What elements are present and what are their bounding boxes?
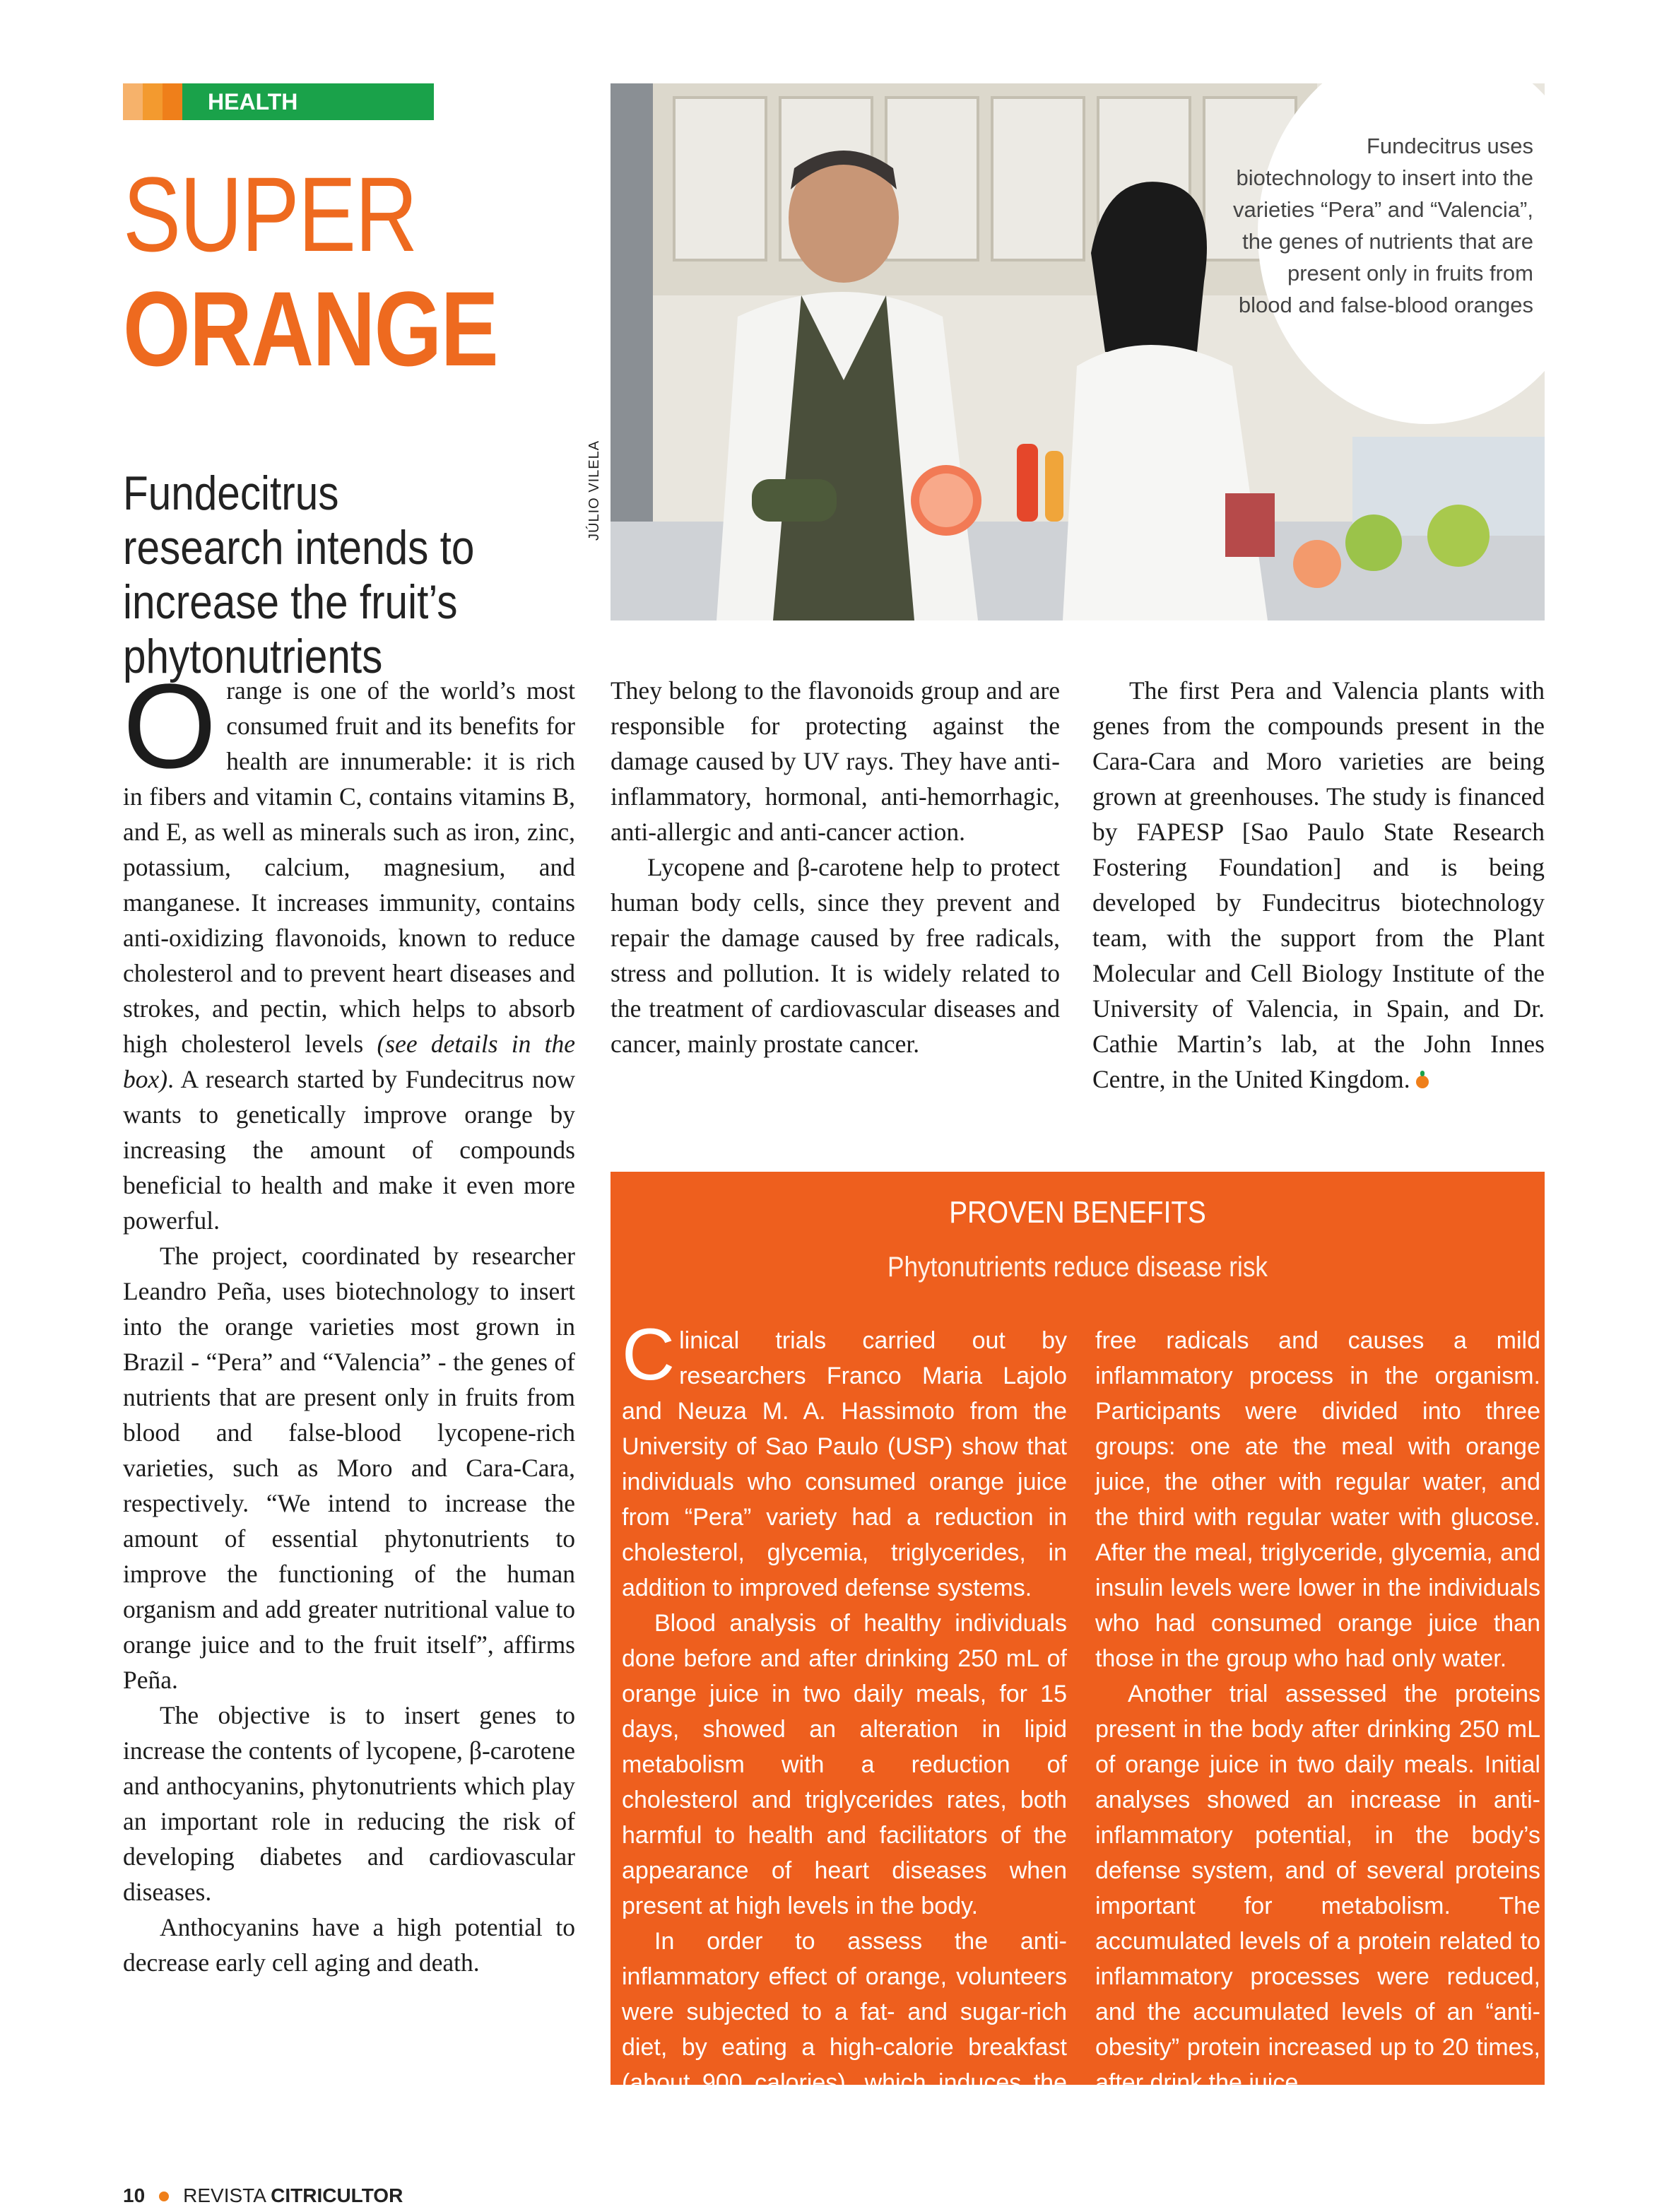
photo-credit: JÚLIO VILELA [586,440,602,541]
magazine-name: REVISTA [183,2184,266,2206]
drop-cap: C [622,1314,676,1396]
paragraph-text: linical trials carried out by researchers Franco Maria Lajolo and Neuza M. A. Hassimoto from the University of Sao Paulo (USP) show that individuals who consumed orange juice from “Pera” variety had a reduction in cholesterol, glycemia, triglycerides, in addition to improved defense systems. [622,1327,1067,1601]
section-tag [123,83,434,120]
paragraph [622,1314,1067,1606]
benefits-box [611,1172,1545,2131]
headline-line1: SUPER [123,155,417,273]
paragraph-text: . A research started by Fundecitrus now wants to genetically improve orange by increasing the amount of compounds beneficial to health and make it even more powerful. [123,1065,575,1235]
orange-end-icon [1416,1076,1429,1088]
paragraph: In order to assess the anti-inflammatory effect of orange, volunteers were subjected to a fat- and sugar-rich diet, by eating a high-calorie breakfast (about 900 calories), which induces the formation of [622,1928,1067,2131]
article-column-3 [1092,673,1545,1097]
paragraph: Another trial assessed the proteins present in the body after drinking 250 mL of orange juice in two daily meals. Initial analyses showed an increase in anti-inflammatory potential, in the body’s defense system, and of several proteins important for metabolism. The accumulated levels of a protein related to inflammatory processes were reduced, and the accumulated levels of an “anti-obesity” protein increased up to 20 times, after drink the juice. [1095,1681,1540,2096]
tag-stripe [123,83,143,120]
tag-stripe [163,83,182,120]
article-column-1 [123,659,576,1980]
paragraph: Lycopene and β-carotene help to protect human body cells, since they prevent and repair the damage caused by free radicals, stress and pollution. It is widely related to the treatment of cardiovascular diseases and cancer, mainly prostate cancer. [611,853,1060,1058]
box-subtitle: Phytonutrients reduce disease risk [887,1252,1268,1283]
box-title: PROVEN BENEFITS [949,1195,1206,1230]
bullet-icon [159,2192,169,2201]
paragraph: free radicals and causes a mild inflammatory process in the organism. Participants were divided into three groups: one ate the meal with orange juice, the other with regular water, and the third with regular water with glucose. After the meal, triglyceride, glycemia, and insulin levels were lower in the individuals who had consumed orange juice than those in the group who had only water. [1095,1327,1540,1672]
paragraph: The project, coordinated by researcher Leandro Peña, uses biotechnology to insert into the orange varieties most grown in Brazil - “Pera” and “Valencia” - the genes of nutrients that are present only in fruits from blood and false-blood lycopene-rich varieties, such as Moro and Cara-Cara, respectively. “We intend to increase the amount of essential phytonutrients to improve the functioning of the human organism and add greater nutritional value to orange juice and to the fruit itself”, affirms Peña. [123,1242,575,1694]
box-reference: (see details in the box) [123,1030,576,1093]
article-column-2 [611,673,1060,1061]
paragraph-text: The first Pera and Valencia plants with genes from the compounds present in the Cara-Cara and Moro varieties are being grown at greenhouses. The study is financed by FAPESP [Sao Paulo State Research Fostering Foundation] and is being developed by Fundecitrus biotechnology team, with the support from the Plant Molecular and Cell Biology Institute of the University of Valencia, in Spain, and Dr. Cathie Martin’s lab, at the John Innes Centre, in the United Kingdom. [1092,676,1545,1093]
subtitle: Fundecitrus research intends to increase the fruit’s phytonutrients [123,466,475,683]
paragraph: They belong to the flavonoids group and are responsible for protecting against the damage caused by UV rays. They have anti-inflammatory, hormonal, anti-hemorrhagic, anti-allergic and anti-cancer action. [611,676,1060,846]
paragraph [1092,673,1545,1097]
page-footer [123,2184,403,2208]
box-column-2 [1095,1323,1540,2100]
drop-cap: O [123,659,217,794]
paragraph: Anthocyanins have a high potential to decrease early cell aging and death. [123,1913,575,1977]
headline-line2: ORANGE [123,269,498,388]
magazine-brand: CITRICULTOR [271,2184,403,2206]
paragraph: Blood analysis of healthy individuals done before and after drinking 250 mL of orange juice in two daily meals, for 15 days, showed an alteration in lipid metabolism with a reduction of cholesterol and triglycerides rates, both harmful to health and facilitators of the appearance of heart diseases when present at high levels in the body. [622,1610,1067,1919]
photo-caption: Fundecitrus uses biotechnology to insert into the varieties “Pera” and “Valencia”, the genes of nutrients that are present only in fruits from blood and false-blood oranges [1233,134,1533,317]
tag-stripe [143,83,163,120]
page-number: 10 [123,2184,146,2206]
paragraph: The objective is to insert genes to increase the contents of lycopene, β-carotene and anthocyanins, phytonutrients which play an important role in reducing the risk of developing diabetes and cardiovascular diseases. [123,1701,575,1906]
box-column-1 [622,1314,1067,2136]
paragraph-text: range is one of the world’s most consumed fruit and its benefits for health are innumerable: it is rich in fibers and vitamin C, contains vitamins B, and E, as well as minerals such as iron, zinc, potassium, calcium, magnesium, and manganese. It increases immunity, contains anti-oxidizing flavonoids, known to reduce cholesterol and to prevent heart diseases and strokes, and pectin, which helps to absorb high cholesterol levels [123,676,575,1058]
paragraph [123,659,576,1238]
section-label: HEALTH [182,83,434,120]
